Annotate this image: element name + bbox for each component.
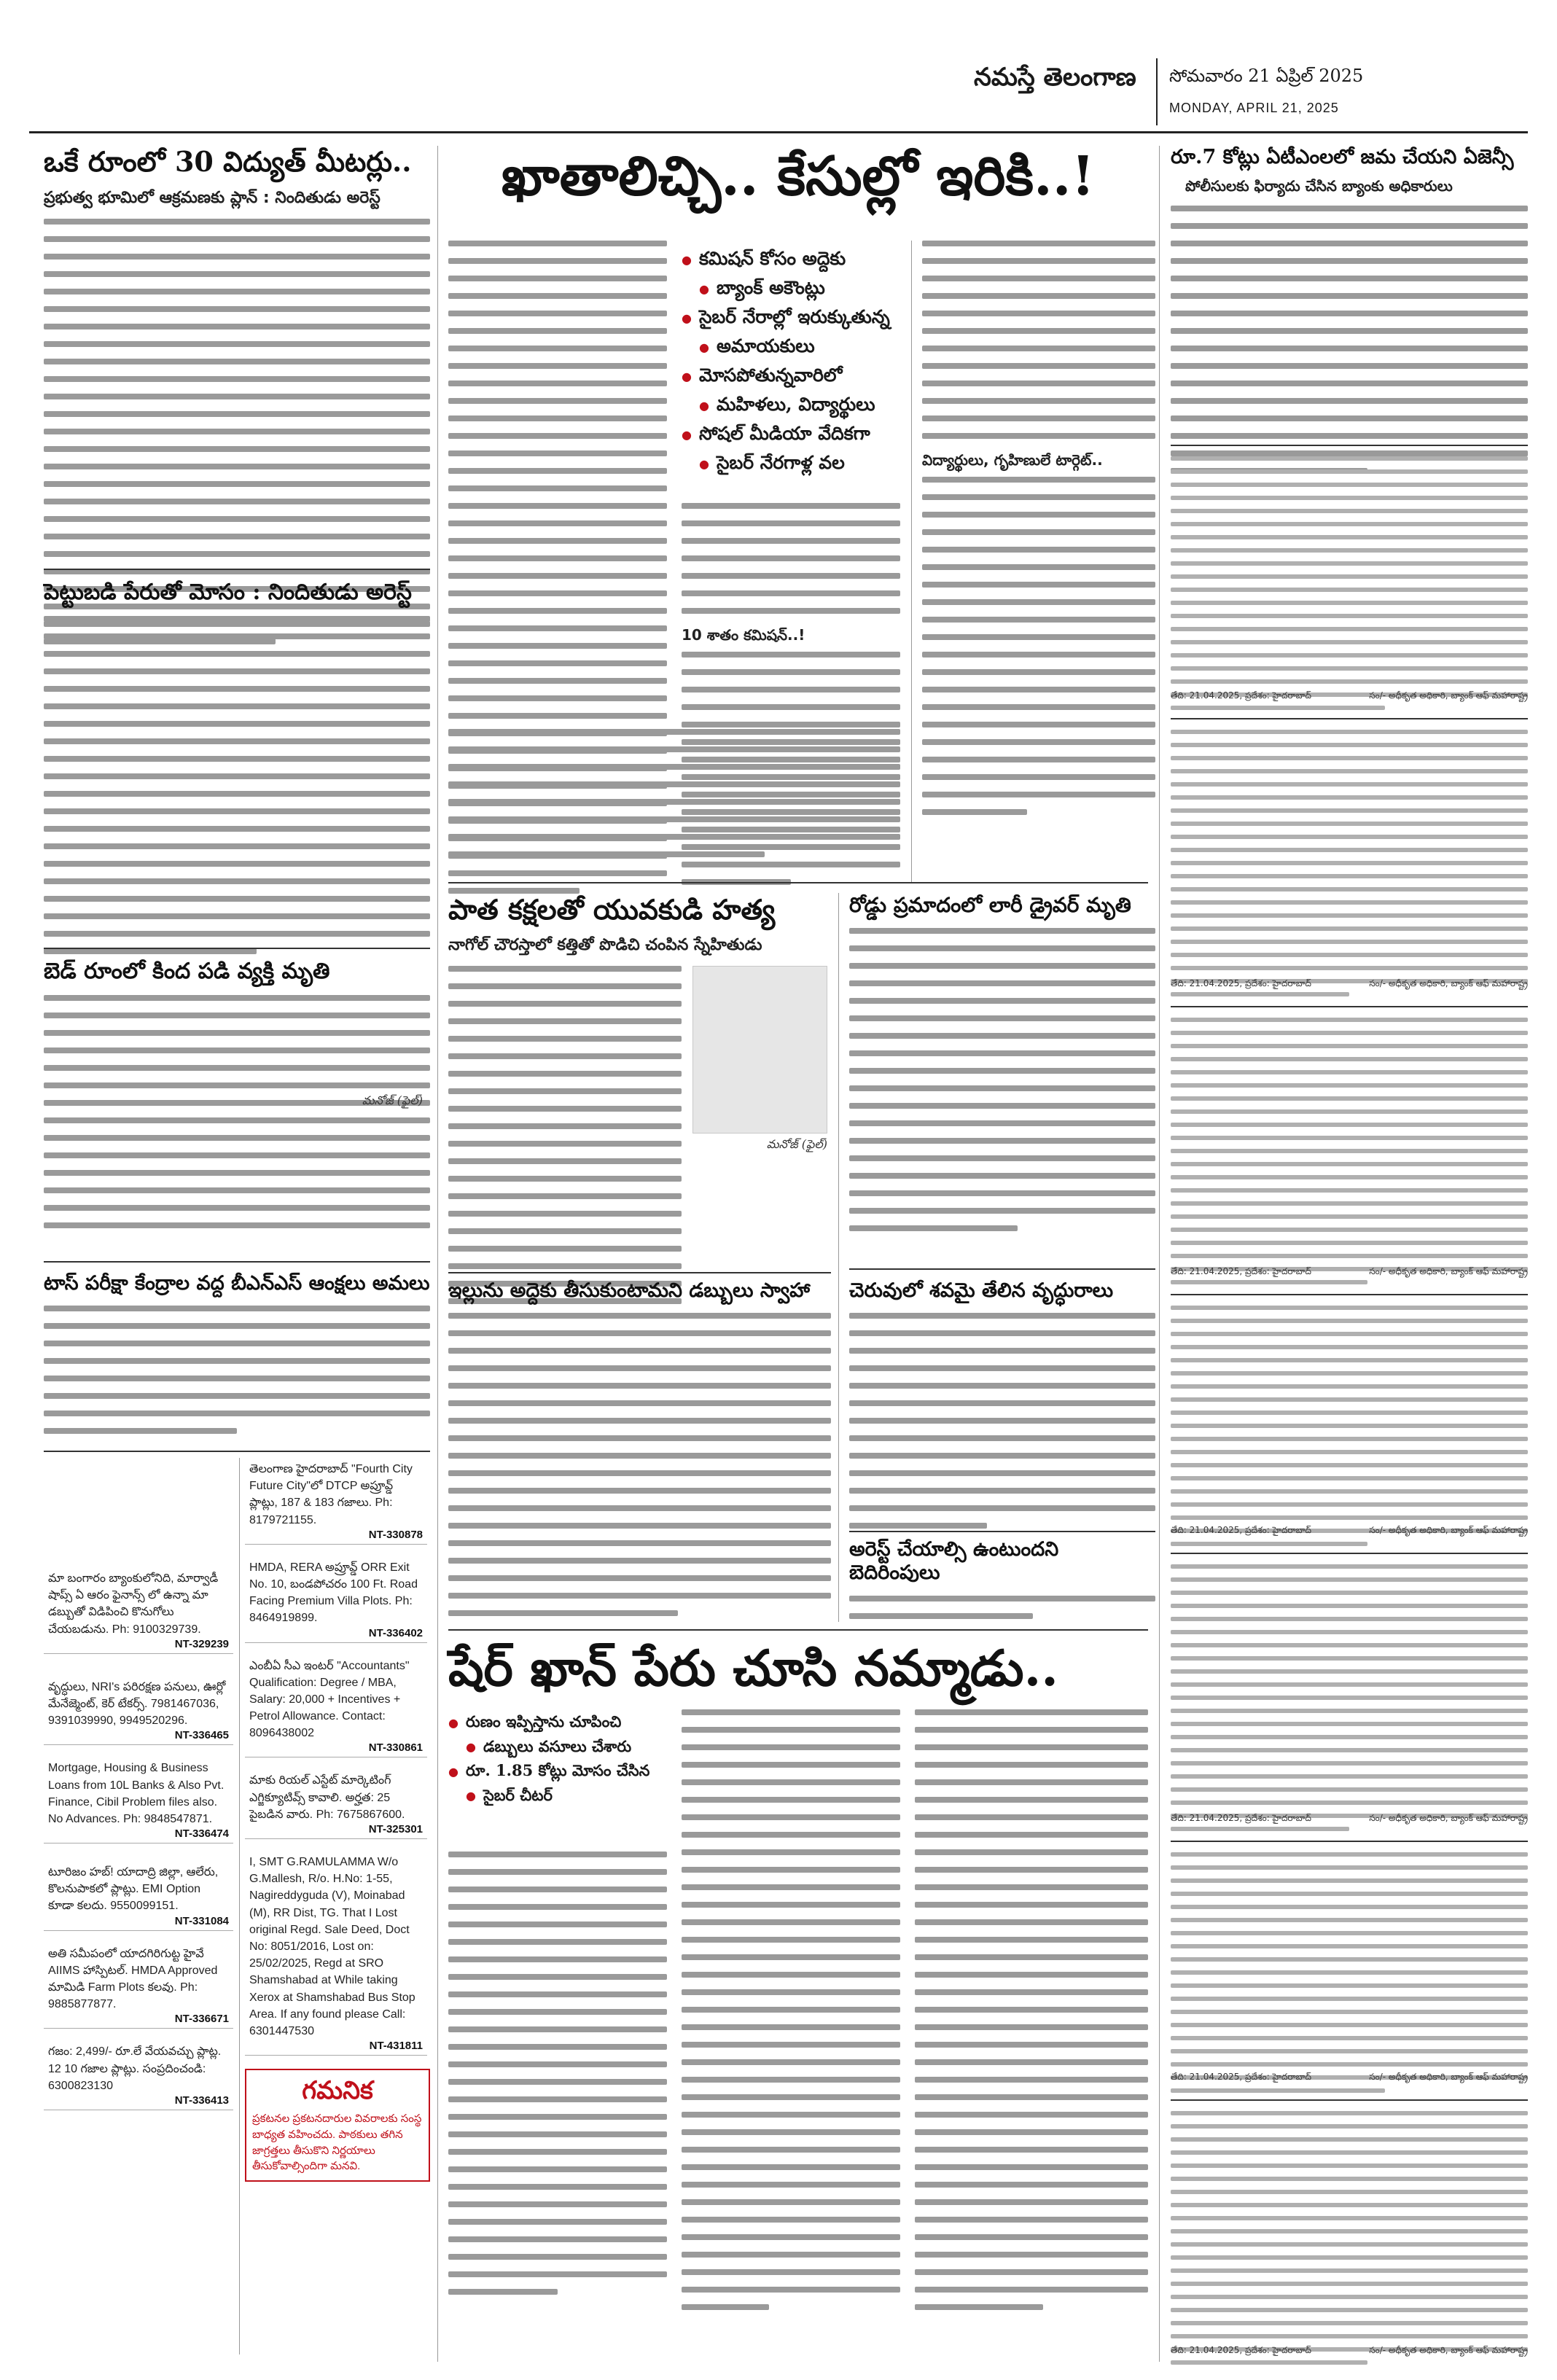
classified-item: మాకు రియల్ ఎస్టేట్ మార్కెటింగ్ ఎగ్జిక్యూటివ్స్ కావాలి. అర్హత: 25 పైబడిన వారు. Ph: 7675867600. NT-325301 <box>245 1769 427 1839</box>
story11 <box>1171 146 1528 485</box>
notice-signatory: సం/- అధీకృత అధికారి, బ్యాంక్ ఆఫ్ మహారాష్ట్ర <box>1369 1266 1528 1276</box>
divider <box>849 1531 1155 1532</box>
legal-notice <box>1171 1553 1528 1830</box>
divider <box>44 1451 430 1452</box>
story5-photo <box>692 966 827 1134</box>
story7-bullet-cont: ● సైబర్ చీటర్ <box>448 1783 667 1808</box>
notice-date: తేది: 21.04.2025, ప్రదేశం: హైదరాబాద్ <box>1171 2345 1311 2355</box>
paper-name: నమస్తే తెలంగాణ <box>974 63 1136 92</box>
notice-signatory: సం/- అధీకృత అధికారి, బ్యాంక్ ఆఫ్ మహారాష్ట్ర <box>1369 1813 1528 1823</box>
notice-signatory: సం/- అధీకృత అధికారి, బ్యాంక్ ఆఫ్ మహారాష్ట్ర <box>1369 690 1528 701</box>
column-rule <box>239 1458 240 2354</box>
divider <box>448 882 1148 883</box>
story3-title: బెడ్ రూంలో కింద పడి వ్యక్తి మృతి <box>44 959 330 984</box>
story7-body-col2 <box>682 1709 900 2322</box>
story11-title: రూ.7 కోట్లు ఏటీఎంలలో జమ చేయని ఏజెన్సీ <box>1171 146 1514 168</box>
divider <box>44 569 430 570</box>
story7-bullets <box>448 1709 667 1807</box>
story6-title: ఇల్లును అద్దెకు తీసుకుంటామని డబ్బులు స్వాహా <box>448 1279 810 1302</box>
notice-date: తేది: 21.04.2025, ప్రదేశం: హైదరాబాద్ <box>1171 690 1311 701</box>
lead-subhead-commission: 10 శాతం కమిషన్..! <box>682 626 805 644</box>
classified-item: వృద్ధులు, NRI's పరిరక్షణ పనులు, ఊర్లో మేనేజ్మెంట్, కెర్ టేకర్స్. 7981467036, 9391039990, 9949520296. NT-336465 <box>44 1676 233 1746</box>
top-rule <box>29 131 1528 133</box>
notice-signatory: సం/- అధీకృత అధికారి, బ్యాంక్ ఆఫ్ మహారాష్ట్ర <box>1369 2072 1528 2082</box>
story10-body <box>849 1596 1155 1619</box>
classified-item: తెలంగాణ హైదరాబాద్ "Fourth City Future City"లో DTCP అప్రూవ్డ్ ప్లాట్లు, 187 & 183 గజాలు. Ph: 8179721155. NT-330878 <box>245 1458 427 1545</box>
lead-body-col3 <box>922 241 1155 827</box>
story1-title: ఒకే రూంలో 30 విద్యుత్ మీటర్లు.. <box>44 145 412 178</box>
legal-notice <box>1171 1294 1528 1542</box>
story9 <box>849 1279 1155 1540</box>
classified-item: Mortgage, Housing & Business Loans from 10L Banks & Also Pvt. Finance, Cibil Problem files also. No Advances. Ph: 9848547871. NT-336474 <box>44 1757 233 1843</box>
gamanika-box <box>245 2069 430 2182</box>
column-rule <box>1159 146 1160 2362</box>
divider <box>849 1268 1155 1270</box>
story7-title: షేర్ ఖాన్ పేరు చూసి నమ్మాడు.. <box>448 1639 1058 1698</box>
story4 <box>44 1272 430 1445</box>
story4-title: టాస్ పరీక్షా కేంద్రాల వద్ద బీఎన్ఎస్ ఆంక్షలు అమలు <box>44 1272 430 1295</box>
legal-notice <box>1171 718 1528 995</box>
story7-body-col1 <box>448 1852 667 2306</box>
story8-body <box>849 928 1155 1231</box>
story10-title: అరెస్ట్ చేయాల్సి ఉంటుందని బెదిరింపులు <box>849 1538 1059 1585</box>
divider <box>448 1272 831 1273</box>
legal-notice <box>1171 1006 1528 1283</box>
lead-subhead-target: విద్యార్థులు, గృహిణులే టార్గెట్.. <box>922 451 1103 469</box>
lead-body-tail <box>448 729 900 869</box>
lead-bullets <box>682 244 900 477</box>
story5-title: పాత కక్షలతో యువకుడి హత్య <box>448 893 776 926</box>
column-rule <box>437 146 438 2362</box>
story11-subtitle: పోలీసులకు ఫిర్యాదు చేసిన బ్యాంకు అధికారులు <box>1185 177 1453 195</box>
classified-item: ఎంబీఏ సీఎ ఇంటర్ "Accountants" Qualification: Degree / MBA, Salary: 20,000 + Incentives + Petrol Allowance. Contact: 8096438002 NT-330861 <box>245 1655 427 1758</box>
lead-bullet: ● కమిషన్ కోసం అద్దెకు <box>682 244 900 273</box>
legal-notice <box>1171 1841 1528 2088</box>
masthead <box>974 58 1557 131</box>
story2 <box>44 580 430 966</box>
notice-date: తేది: 21.04.2025, ప్రదేశం: హైదరాబాద్ <box>1171 1525 1311 1535</box>
story7-bullet-cont: ● డబ్బులు వసూలు చేశారు <box>448 1734 667 1759</box>
lead-bullet-cont: ● బ్యాంక్ అకౌంట్లు <box>682 273 900 303</box>
story8 <box>849 893 1155 1243</box>
story8-title: రోడ్డు ప్రమాదంలో లారీ డ్రైవర్ మృతి <box>849 893 1131 917</box>
classified-item: మా బంగారం బ్యాంకులోనిది, మార్వాడీ షాప్స్ ఏ ఆరం ఫైనాన్స్ లో ఉన్నా మా డబ్బుతో విడిపించి కొనుగోలు చేయబడును. Ph: 9100329739. NT-329239 <box>44 1567 233 1654</box>
story3 <box>44 959 430 1240</box>
classified-item: I, SMT G.RAMULAMMA W/o G.Mallesh, R/o. H.No: 1-55, Nagireddyguda (V), Moinabad (M), RR Dist, TG. That I Lost original Regd. Sale Deed, Doct No: 8051/2016, Lost on: 25/02/2025, Regd at SRO Shamshabad at While taking Xerox at Shamshabad Bus Stop Area. If any found please Call: 6301447530 NT-431811 <box>245 1851 427 2056</box>
divider <box>44 948 430 949</box>
notice-signatory: సం/- అధీకృత అధికారి, బ్యాంక్ ఆఫ్ మహారాష్ట్ర <box>1369 1525 1528 1535</box>
notice-date: తేది: 21.04.2025, ప్రదేశం: హైదరాబాద్ <box>1171 2072 1311 2082</box>
notice-signatory: సం/- అధీకృత అధికారి, బ్యాంక్ ఆఫ్ మహారాష్ట్ర <box>1369 2345 1528 2355</box>
lead-bullet: ● మోసపోతున్నవారిలో <box>682 361 900 390</box>
lead-bullet: ● సోషల్ మీడియా వేదికగా <box>682 419 900 448</box>
notice-date: తేది: 21.04.2025, ప్రదేశం: హైదరాబాద్ <box>1171 978 1311 988</box>
lead-title: ఖాతాలిచ్చి.. కేసుల్లో ఇరికి..! <box>501 145 1096 208</box>
story7-bullet: ● రూ. 1.85 కోట్లు మోసం చేసిన <box>448 1758 667 1783</box>
story5 <box>448 893 827 1316</box>
lead-bullet-cont: ● అమాయకులు <box>682 332 900 361</box>
lead-story <box>448 146 1148 221</box>
column-rule <box>838 893 839 1622</box>
story2-body <box>44 616 430 954</box>
story3-body <box>44 995 430 1240</box>
story6 <box>448 1279 831 1628</box>
story5-subtitle: నాగోల్ చౌరస్తాలో కత్తితో పొడిచి చంపిన స్నేహితుడు <box>448 935 762 954</box>
notice-signatory: సం/- అధీకృత అధికారి, బ్యాంక్ ఆఫ్ మహారాష్ట్ర <box>1369 978 1528 988</box>
lead-bullet-cont: ● సైబర్ నేరగాళ్ల వల <box>682 448 900 477</box>
notice-date: తేది: 21.04.2025, ప్రదేశం: హైదరాబాద్ <box>1171 1813 1311 1823</box>
story9-title: చెరువులో శవమై తేలిన వృద్ధురాలు <box>849 1279 1114 1302</box>
story10 <box>849 1538 1155 1631</box>
column-rule <box>911 241 912 882</box>
story9-body <box>849 1313 1155 1529</box>
story3-byline: మనోజ్ (ఫైల్) <box>362 1093 423 1107</box>
story4-body <box>44 1306 430 1434</box>
classified-item: అతి సమీపంలో యాదగిరిగుట్ట హైవే AIIMS హాస్పిటల్. HMDA Approved మామిడి Farm Plots కలవు. Ph: 9885877877. NT-336671 <box>44 1943 233 2029</box>
classifieds-area <box>44 1458 430 2362</box>
classified-item: HMDA, RERA అప్రూవ్డ్ ORR Exit No. 10, బండపోచరం 100 Ft. Road Facing Premium Villa Plots. Ph: 8464919899. NT-336402 <box>245 1556 427 1643</box>
notice-date: తేది: 21.04.2025, ప్రదేశం: హైదరాబాద్ <box>1171 1266 1311 1276</box>
masthead-divider <box>1156 58 1158 125</box>
date-telugu: సోమవారం 21 ఏప్రిల్ 2025 <box>1169 66 1364 86</box>
story7-body-col3 <box>915 1709 1148 2322</box>
story7 <box>448 1640 1148 1710</box>
gamanika-text: ప్రకటనల ప్రకటనదారుల వివరాలకు సంస్థ బాధ్యత వహించదు. పాఠకులు తగిన జాగ్రత్తలు తీసుకొని నిర్ణయాలు తీసుకోవాల్సిందిగా మనవి. <box>252 2112 422 2173</box>
classified-item: టూరిజం హబ్! యాదాద్రి జిల్లా, ఆలేరు, కొలనుపాకలో ప్లాట్లు. EMI Option కూడా కలదు. 9550099151. NT-331084 <box>44 1861 233 1931</box>
classified-item: గజం: 2,499/- రూ.లే వేయవచ్చు ప్లాట్ల. 12 10 గజాల ప్లాట్లు. సంప్రదించండి: 6300823130 NT-336413 <box>44 2040 233 2110</box>
story7-bullet: ● రుణం ఇప్పిస్తాను చూపించి <box>448 1709 667 1734</box>
classifieds-left <box>44 1458 237 2110</box>
story1-subtitle: ప్రభుత్వ భూమిలో ఆక్రమణకు ప్లాన్ : నిందితుడు అరెస్ట్ <box>44 188 381 207</box>
gamanika-title: గమనిక <box>302 2076 373 2106</box>
story2-title: పెట్టుబడి పేరుతో మోసం : నిందితుడు అరెస్ట్ <box>44 580 412 605</box>
legal-notice <box>1171 2099 1528 2362</box>
lead-bullet: ● సైబర్ నేరాల్లో ఇరుక్కుతున్న <box>682 303 900 332</box>
classifieds-right <box>245 1458 430 2182</box>
story5-body <box>448 966 682 1316</box>
legal-notice <box>1171 445 1528 707</box>
story5-byline: మనోజ్ (ఫైల్) <box>766 1137 827 1151</box>
story6-body <box>448 1313 831 1616</box>
lead-bullet-cont: ● మహిళలు, విద్యార్థులు <box>682 390 900 419</box>
story11-body <box>1171 206 1528 474</box>
divider <box>44 1261 430 1263</box>
date-english: MONDAY, APRIL 21, 2025 <box>1169 101 1339 115</box>
